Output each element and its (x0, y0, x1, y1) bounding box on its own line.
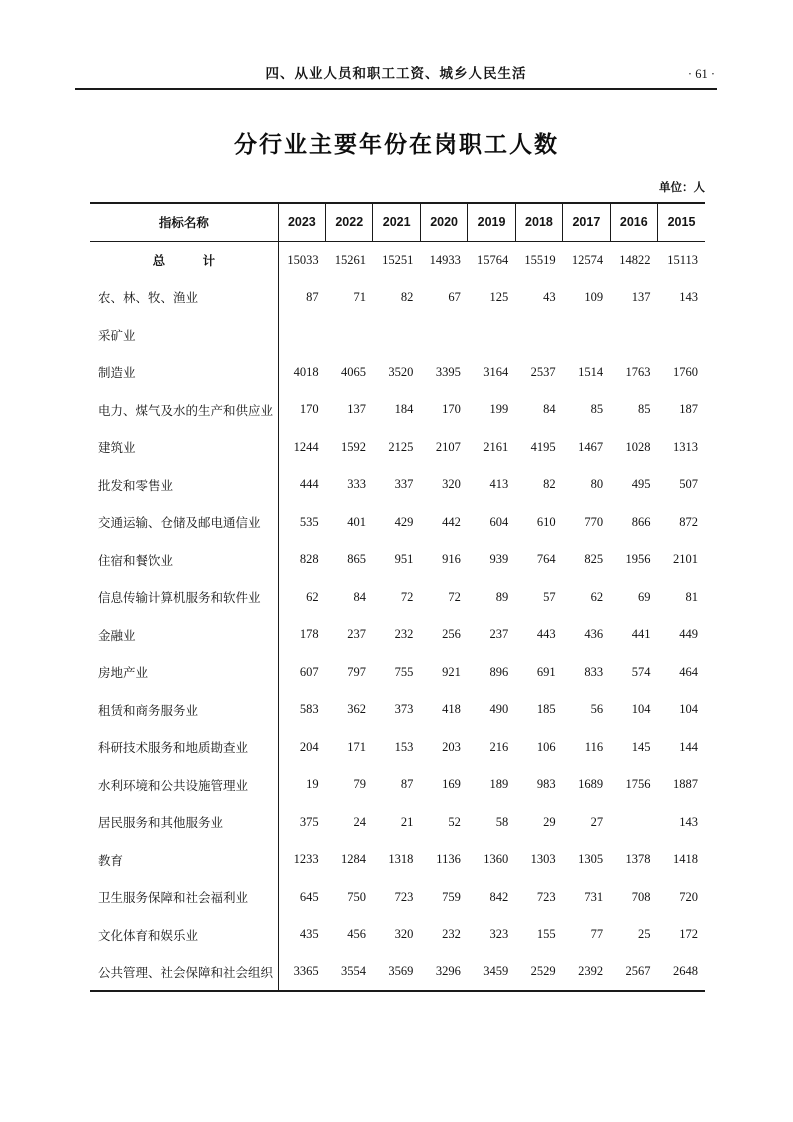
cell-value: 865 (347, 552, 366, 567)
cell-value: 444 (299, 477, 319, 492)
cell-value: 82 (400, 289, 414, 304)
cell-value: 69 (638, 589, 651, 604)
cell-value: 153 (394, 739, 414, 754)
cell-value: 442 (442, 514, 461, 529)
table-row (90, 729, 705, 767)
column-header-indicator: 指标名称 (90, 203, 278, 241)
cell-value: 2537 (530, 364, 556, 379)
cell-value (515, 316, 562, 354)
cell-value: 436 (584, 627, 604, 642)
cell-value: 401 (347, 514, 366, 529)
cell-value: 610 (536, 514, 556, 529)
table-row (90, 579, 705, 617)
cell-value: 435 (299, 927, 319, 942)
table-row (90, 541, 705, 579)
cell-value: 137 (347, 402, 366, 417)
cell-value: 84 (353, 589, 366, 604)
cell-value: 755 (394, 664, 414, 679)
table-row (90, 766, 705, 804)
row-label: 住宿和餐饮业 (90, 541, 278, 579)
cell-value: 85 (590, 402, 604, 417)
cell-value: 52 (448, 814, 461, 829)
cell-value: 184 (394, 402, 414, 417)
cell-value: 337 (394, 477, 414, 492)
cell-value: 535 (299, 514, 319, 529)
cell-value: 449 (679, 627, 698, 642)
cell-value: 171 (347, 739, 366, 754)
cell-value: 71 (353, 289, 366, 304)
cell-value: 1378 (625, 852, 651, 867)
cell-value: 939 (489, 552, 509, 567)
cell-value: 320 (394, 927, 414, 942)
table-row (90, 429, 705, 467)
row-label: 交通运输、仓储及邮电通信业 (90, 504, 278, 542)
row-label: 文化体育和娱乐业 (90, 916, 278, 954)
cell-value: 3296 (435, 964, 461, 979)
column-header-year-2020: 2020 (420, 203, 467, 241)
employees-by-industry-table (90, 202, 705, 992)
cell-value: 456 (347, 927, 366, 942)
row-label: 信息传输计算机服务和软件业 (90, 579, 278, 617)
row-label: 制造业 (90, 354, 278, 392)
cell-value: 604 (489, 514, 509, 529)
table-row (90, 354, 705, 392)
cell-value: 169 (442, 777, 461, 792)
cell-value: 170 (442, 402, 461, 417)
cell-value: 125 (489, 289, 509, 304)
cell-value: 441 (631, 627, 651, 642)
cell-value (468, 316, 515, 354)
cell-value: 143 (679, 814, 698, 829)
cell-value (658, 316, 705, 354)
cell-value: 1760 (673, 364, 698, 379)
cell-value: 185 (536, 702, 556, 717)
cell-value: 4018 (293, 364, 319, 379)
row-label: 公共管理、社会保障和社会组织 (90, 954, 278, 992)
table-row (90, 691, 705, 729)
cell-value: 1418 (673, 852, 698, 867)
cell-value: 362 (347, 702, 366, 717)
cell-value: 1244 (293, 439, 319, 454)
cell-value: 256 (442, 627, 461, 642)
running-head (75, 62, 717, 90)
cell-value: 1887 (673, 777, 698, 792)
cell-value: 56 (590, 702, 604, 717)
cell-value: 85 (638, 402, 651, 417)
cell-value: 764 (536, 552, 556, 567)
row-label: 租赁和商务服务业 (90, 691, 278, 729)
row-label: 科研技术服务和地质勘查业 (90, 729, 278, 767)
cell-value: 15261 (334, 252, 366, 267)
cell-value: 15519 (524, 252, 556, 267)
column-header-year-2018: 2018 (515, 203, 562, 241)
cell-value: 27 (590, 814, 604, 829)
cell-value: 333 (347, 477, 366, 492)
cell-value: 15033 (287, 252, 319, 267)
cell-value: 1284 (340, 852, 366, 867)
cell-value: 58 (495, 814, 509, 829)
cell-value: 320 (442, 477, 461, 492)
cell-value: 3569 (388, 964, 414, 979)
cell-value (610, 804, 657, 842)
table-row (90, 654, 705, 692)
cell-value: 1467 (578, 439, 604, 454)
cell-value: 2567 (625, 964, 651, 979)
cell-value: 1514 (578, 364, 604, 379)
cell-value: 216 (489, 739, 509, 754)
cell-value: 109 (584, 289, 604, 304)
cell-value: 1305 (578, 852, 604, 867)
cell-value: 413 (489, 477, 509, 492)
cell-value: 12574 (571, 252, 604, 267)
cell-value: 57 (543, 589, 556, 604)
cell-value: 1763 (625, 364, 651, 379)
cell-value: 81 (685, 589, 698, 604)
cell-value: 916 (442, 552, 461, 567)
cell-value: 866 (631, 514, 651, 529)
cell-value: 104 (679, 702, 698, 717)
cell-value: 237 (347, 627, 366, 642)
cell-value: 464 (679, 664, 698, 679)
cell-value: 770 (584, 514, 604, 529)
cell-value: 2648 (673, 964, 698, 979)
cell-value: 723 (394, 889, 414, 904)
table-row (90, 279, 705, 317)
cell-value: 232 (394, 627, 414, 642)
cell-value: 15113 (667, 252, 698, 267)
column-header-year-2015: 2015 (658, 203, 705, 241)
cell-value: 62 (590, 589, 604, 604)
cell-value: 144 (679, 739, 698, 754)
row-label: 水利环境和公共设施管理业 (90, 766, 278, 804)
cell-value: 1233 (293, 852, 319, 867)
cell-value: 14933 (429, 252, 461, 267)
cell-value: 583 (299, 702, 319, 717)
cell-value (373, 316, 420, 354)
section-title: 四、从业人员和职工工资、城乡人民生活 (265, 66, 527, 81)
column-header-year-2021: 2021 (373, 203, 420, 241)
cell-value: 4195 (530, 439, 556, 454)
table-header-row (90, 203, 705, 241)
cell-value: 104 (631, 702, 651, 717)
cell-value: 983 (536, 777, 556, 792)
cell-value: 373 (394, 702, 414, 717)
cell-value: 418 (442, 702, 461, 717)
unit-label: 单位：人 (659, 182, 705, 194)
cell-value: 203 (442, 739, 461, 754)
cell-value: 1756 (625, 777, 651, 792)
cell-value: 77 (590, 927, 604, 942)
cell-value: 82 (543, 477, 556, 492)
cell-value: 723 (536, 889, 556, 904)
cell-value: 1360 (483, 852, 509, 867)
cell-value: 155 (536, 927, 556, 942)
cell-value (326, 316, 373, 354)
cell-value: 204 (299, 739, 319, 754)
cell-value: 89 (495, 589, 509, 604)
cell-value (278, 316, 325, 354)
cell-value: 172 (679, 927, 698, 942)
cell-value: 2107 (435, 439, 461, 454)
row-label: 卫生服务保障和社会福利业 (90, 879, 278, 917)
cell-value: 170 (299, 402, 319, 417)
cell-value: 237 (489, 627, 509, 642)
cell-value: 87 (400, 777, 414, 792)
cell-value: 731 (584, 889, 604, 904)
cell-value: 72 (448, 589, 461, 604)
cell-value: 574 (631, 664, 651, 679)
cell-value: 1028 (625, 439, 651, 454)
table-row (90, 466, 705, 504)
cell-value: 1136 (436, 852, 461, 867)
cell-value: 72 (400, 589, 414, 604)
cell-value: 2529 (530, 964, 556, 979)
column-header-year-2017: 2017 (563, 203, 610, 241)
row-label: 电力、煤气及水的生产和供应业 (90, 391, 278, 429)
row-label: 建筑业 (90, 429, 278, 467)
cell-value: 1592 (340, 439, 366, 454)
cell-value: 2125 (388, 439, 414, 454)
cell-value: 833 (584, 664, 604, 679)
cell-value: 1956 (625, 552, 651, 567)
cell-value: 106 (536, 739, 556, 754)
row-label: 农、林、牧、渔业 (90, 279, 278, 317)
cell-value: 145 (631, 739, 651, 754)
cell-value: 3520 (388, 364, 414, 379)
cell-value: 189 (489, 777, 509, 792)
cell-value: 2101 (673, 552, 698, 567)
cell-value (563, 316, 610, 354)
cell-value: 79 (353, 777, 366, 792)
table-body (90, 241, 705, 991)
cell-value: 187 (679, 402, 698, 417)
cell-value: 750 (347, 889, 366, 904)
cell-value: 67 (448, 289, 461, 304)
cell-value: 87 (306, 289, 319, 304)
cell-value: 896 (489, 664, 509, 679)
page-title: 分行业主要年份在岗职工人数 (234, 132, 559, 157)
cell-value: 3459 (483, 964, 509, 979)
row-label: 居民服务和其他服务业 (90, 804, 278, 842)
column-header-year-2019: 2019 (468, 203, 515, 241)
table-row (90, 316, 705, 354)
row-label: 房地产业 (90, 654, 278, 692)
cell-value: 116 (584, 739, 604, 754)
cell-value: 951 (394, 552, 414, 567)
cell-value: 137 (631, 289, 651, 304)
cell-value: 21 (400, 814, 414, 829)
cell-value: 443 (536, 627, 556, 642)
cell-value: 797 (347, 664, 366, 679)
cell-value: 842 (489, 889, 509, 904)
row-label: 总 计 (90, 241, 278, 279)
cell-value: 645 (299, 889, 319, 904)
table-row (90, 616, 705, 654)
table-row (90, 391, 705, 429)
cell-value: 3164 (483, 364, 509, 379)
table-row-total (90, 241, 705, 279)
cell-value: 80 (590, 477, 604, 492)
table-row (90, 879, 705, 917)
cell-value: 199 (489, 402, 509, 417)
cell-value: 872 (679, 514, 698, 529)
cell-value: 375 (299, 814, 319, 829)
cell-value: 2161 (483, 439, 509, 454)
cell-value: 4065 (340, 364, 366, 379)
cell-value: 84 (543, 402, 556, 417)
cell-value: 921 (442, 664, 461, 679)
cell-value: 323 (489, 927, 509, 942)
cell-value: 178 (299, 627, 319, 642)
cell-value (610, 316, 657, 354)
cell-value: 1318 (388, 852, 414, 867)
cell-value: 24 (353, 814, 366, 829)
cell-value: 143 (679, 289, 698, 304)
cell-value: 720 (679, 889, 698, 904)
column-header-year-2016: 2016 (610, 203, 657, 241)
cell-value: 15251 (382, 252, 414, 267)
page-number: · 61 · (687, 67, 715, 81)
column-header-year-2022: 2022 (326, 203, 373, 241)
cell-value: 708 (631, 889, 651, 904)
table-row (90, 504, 705, 542)
cell-value: 14822 (619, 252, 651, 267)
cell-value: 3395 (435, 364, 461, 379)
cell-value: 828 (299, 552, 319, 567)
cell-value: 825 (584, 552, 604, 567)
cell-value: 25 (638, 927, 651, 942)
cell-value: 490 (489, 702, 509, 717)
cell-value: 43 (543, 289, 556, 304)
cell-value: 15764 (477, 252, 509, 267)
cell-value: 495 (631, 477, 651, 492)
cell-value: 691 (536, 664, 556, 679)
table-row (90, 916, 705, 954)
cell-value: 429 (394, 514, 414, 529)
row-label: 金融业 (90, 616, 278, 654)
cell-value: 1689 (578, 777, 604, 792)
row-label: 批发和零售业 (90, 466, 278, 504)
table-row (90, 841, 705, 879)
cell-value: 1313 (673, 439, 698, 454)
cell-value: 62 (306, 589, 319, 604)
row-label: 采矿业 (90, 316, 278, 354)
cell-value: 607 (299, 664, 319, 679)
cell-value: 2392 (578, 964, 604, 979)
cell-value: 507 (679, 477, 698, 492)
cell-value (420, 316, 467, 354)
table-row (90, 954, 705, 992)
cell-value: 19 (306, 777, 319, 792)
cell-value: 1303 (530, 852, 556, 867)
row-label: 教育 (90, 841, 278, 879)
table-row (90, 804, 705, 842)
cell-value: 3365 (293, 964, 319, 979)
cell-value: 29 (543, 814, 556, 829)
cell-value: 3554 (340, 964, 366, 979)
cell-value: 232 (442, 927, 461, 942)
cell-value: 759 (442, 889, 461, 904)
column-header-year-2023: 2023 (278, 203, 325, 241)
